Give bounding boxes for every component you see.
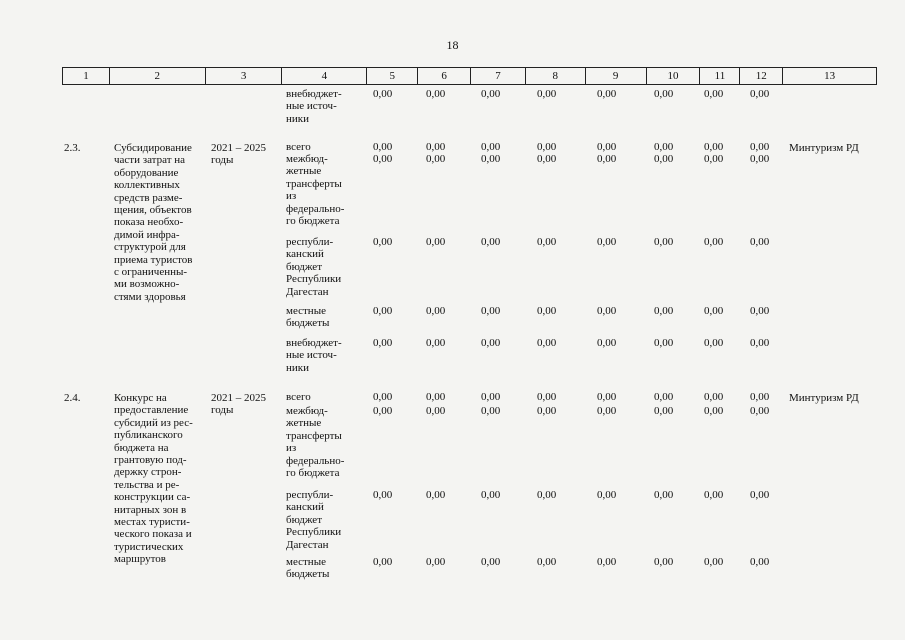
value-cell: 0,00 xyxy=(654,405,674,417)
value-cell: 0,00 xyxy=(426,337,446,349)
value-cell: 0,00 xyxy=(373,556,393,568)
source-label: межбюд- жетные трансферты из федерально- го бюджета xyxy=(286,153,345,228)
value-cell: 0,00 xyxy=(597,153,617,165)
value-cell: 0,00 xyxy=(750,337,770,349)
value-cell: 0,00 xyxy=(750,405,770,417)
value-cell: 0,00 xyxy=(373,236,393,248)
value-cell: 0,00 xyxy=(426,153,446,165)
years: 2021 – 2025 годы xyxy=(211,392,266,417)
value-cell: 0,00 xyxy=(704,236,724,248)
value-cell: 0,00 xyxy=(597,88,617,100)
value-cell: 0,00 xyxy=(537,141,557,153)
value-cell: 0,00 xyxy=(481,153,501,165)
value-cell: 0,00 xyxy=(654,305,674,317)
header-cell: 8 xyxy=(526,68,586,84)
value-cell: 0,00 xyxy=(481,391,501,403)
source-label: внебюджет- ные источ- ники xyxy=(286,337,342,374)
value-cell: 0,00 xyxy=(654,88,674,100)
value-cell: 0,00 xyxy=(426,141,446,153)
value-cell: 0,00 xyxy=(750,141,770,153)
header-cell: 12 xyxy=(740,68,783,84)
row-number: 2.3. xyxy=(64,142,81,154)
value-cell: 0,00 xyxy=(654,391,674,403)
value-cell: 0,00 xyxy=(704,305,724,317)
header-cell: 1 xyxy=(63,68,110,84)
row-number: 2.4. xyxy=(64,392,81,404)
header-cell: 4 xyxy=(282,68,367,84)
value-cell: 0,00 xyxy=(426,236,446,248)
measure-name: Субсидирование части затрат на оборудование коллективных средств разме- щения, объектов показа необхо- димой инфра- структурой для приема туристов с ограниченны- ми возможно- стями здоровья xyxy=(114,142,193,303)
table-header xyxy=(62,67,877,85)
value-cell: 0,00 xyxy=(537,556,557,568)
value-cell: 0,00 xyxy=(537,489,557,501)
value-cell: 0,00 xyxy=(597,236,617,248)
value-cell: 0,00 xyxy=(654,153,674,165)
value-cell: 0,00 xyxy=(597,305,617,317)
value-cell: 0,00 xyxy=(373,489,393,501)
value-cell: 0,00 xyxy=(426,556,446,568)
value-cell: 0,00 xyxy=(654,141,674,153)
value-cell: 0,00 xyxy=(704,153,724,165)
value-cell: 0,00 xyxy=(750,305,770,317)
source-label: всего xyxy=(286,391,311,403)
years: 2021 – 2025 годы xyxy=(211,142,266,167)
value-cell: 0,00 xyxy=(537,391,557,403)
value-cell: 0,00 xyxy=(481,337,501,349)
value-cell: 0,00 xyxy=(537,405,557,417)
value-cell: 0,00 xyxy=(537,337,557,349)
source-label: республи- канский бюджет Республики Дагестан xyxy=(286,489,342,551)
value-cell: 0,00 xyxy=(426,88,446,100)
value-cell: 0,00 xyxy=(750,556,770,568)
source-label: внебюджет- ные источ- ники xyxy=(286,88,342,125)
value-cell: 0,00 xyxy=(704,141,724,153)
value-cell: 0,00 xyxy=(426,305,446,317)
value-cell: 0,00 xyxy=(750,236,770,248)
value-cell: 0,00 xyxy=(704,489,724,501)
value-cell: 0,00 xyxy=(481,305,501,317)
header-cell: 9 xyxy=(586,68,647,84)
source-label: местные бюджеты xyxy=(286,305,330,330)
value-cell: 0,00 xyxy=(537,236,557,248)
value-cell: 0,00 xyxy=(597,405,617,417)
value-cell: 0,00 xyxy=(481,141,501,153)
value-cell: 0,00 xyxy=(373,391,393,403)
value-cell: 0,00 xyxy=(654,337,674,349)
header-cell: 2 xyxy=(110,68,206,84)
value-cell: 0,00 xyxy=(537,88,557,100)
executor: Минтуризм РД xyxy=(789,142,859,154)
value-cell: 0,00 xyxy=(654,489,674,501)
header-cell: 3 xyxy=(206,68,283,84)
header-cell: 7 xyxy=(471,68,526,84)
value-cell: 0,00 xyxy=(373,405,393,417)
value-cell: 0,00 xyxy=(426,405,446,417)
value-cell: 0,00 xyxy=(537,305,557,317)
value-cell: 0,00 xyxy=(481,405,501,417)
value-cell: 0,00 xyxy=(704,405,724,417)
measure-name: Конкурс на предоставление субсидий из рес- публиканского бюджета на грантовую под- держку строн- тельства и ре- конструкции са- нитарных зон в местах туристи- ческого показа и туристических маршрутов xyxy=(114,392,193,566)
executor: Минтуризм РД xyxy=(789,392,859,404)
value-cell: 0,00 xyxy=(704,88,724,100)
source-label: местные бюджеты xyxy=(286,556,330,581)
value-cell: 0,00 xyxy=(373,305,393,317)
value-cell: 0,00 xyxy=(597,556,617,568)
value-cell: 0,00 xyxy=(481,88,501,100)
value-cell: 0,00 xyxy=(597,391,617,403)
page-number: 18 xyxy=(446,38,459,52)
value-cell: 0,00 xyxy=(704,391,724,403)
value-cell: 0,00 xyxy=(426,489,446,501)
source-label: межбюд- жетные трансферты из федерально- го бюджета xyxy=(286,405,345,480)
header-cell: 10 xyxy=(647,68,701,84)
value-cell: 0,00 xyxy=(373,153,393,165)
header-cell: 6 xyxy=(418,68,471,84)
value-cell: 0,00 xyxy=(373,141,393,153)
value-cell: 0,00 xyxy=(704,556,724,568)
value-cell: 0,00 xyxy=(597,489,617,501)
value-cell: 0,00 xyxy=(597,141,617,153)
value-cell: 0,00 xyxy=(704,337,724,349)
value-cell: 0,00 xyxy=(481,236,501,248)
value-cell: 0,00 xyxy=(481,489,501,501)
value-cell: 0,00 xyxy=(654,556,674,568)
value-cell: 0,00 xyxy=(373,337,393,349)
value-cell: 0,00 xyxy=(750,88,770,100)
value-cell: 0,00 xyxy=(373,88,393,100)
value-cell: 0,00 xyxy=(537,153,557,165)
value-cell: 0,00 xyxy=(750,489,770,501)
header-cell: 13 xyxy=(824,70,836,82)
value-cell: 0,00 xyxy=(750,153,770,165)
value-cell: 0,00 xyxy=(597,337,617,349)
header-cell: 5 xyxy=(367,68,418,84)
source-label: республи- канский бюджет Республики Дагестан xyxy=(286,236,342,298)
header-cell: 11 xyxy=(700,68,740,84)
value-cell: 0,00 xyxy=(426,391,446,403)
value-cell: 0,00 xyxy=(654,236,674,248)
source-label: всего xyxy=(286,141,311,153)
value-cell: 0,00 xyxy=(750,391,770,403)
value-cell: 0,00 xyxy=(481,556,501,568)
